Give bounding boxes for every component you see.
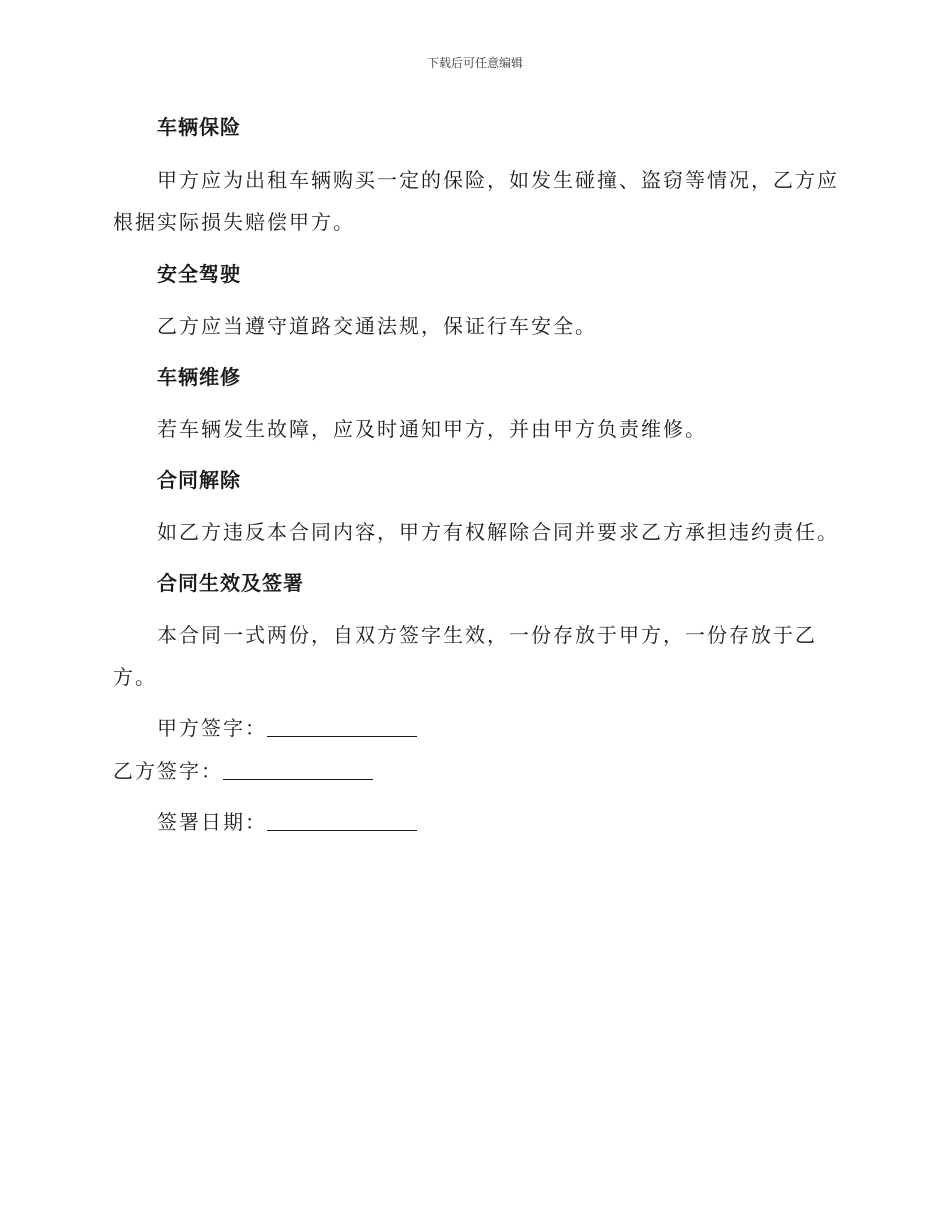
signature-label-party-b: 乙方签字： <box>113 759 223 783</box>
section-text-insurance-line-1: 甲方应为出租车辆购买一定的保险，如发生碰撞、盗窃等情况，乙方应 <box>157 168 839 192</box>
signature-line-party-a <box>157 716 417 740</box>
section-heading-insurance: 车辆保险 <box>157 115 241 139</box>
signature-line-date <box>157 810 417 834</box>
signature-blank-date[interactable] <box>267 812 417 831</box>
section-text-maintenance: 若车辆发生故障，应及时通知甲方，并由甲方负责维修。 <box>157 417 707 441</box>
signature-line-party-b <box>113 759 373 783</box>
section-text-effect-signing-line-1: 本合同一式两份，自双方签字生效，一份存放于甲方，一份存放于乙 <box>157 623 817 647</box>
signature-label-date: 签署日期： <box>157 810 267 834</box>
section-heading-effect-signing: 合同生效及签署 <box>157 571 304 595</box>
page-header: 下载后可任意编辑 <box>426 56 523 70</box>
section-text-insurance-line-2: 根据实际损失赔偿甲方。 <box>113 210 355 234</box>
section-heading-termination: 合同解除 <box>157 468 241 492</box>
section-text-termination: 如乙方违反本合同内容，甲方有权解除合同并要求乙方承担违约责任。 <box>157 520 839 544</box>
section-heading-safe-driving: 安全驾驶 <box>157 262 241 286</box>
section-text-effect-signing-line-2: 方。 <box>113 665 157 689</box>
signature-blank-party-b[interactable] <box>223 761 373 780</box>
section-text-safe-driving: 乙方应当遵守道路交通法规，保证行车安全。 <box>157 314 597 338</box>
signature-blank-party-a[interactable] <box>267 718 417 737</box>
section-heading-maintenance: 车辆维修 <box>157 365 241 389</box>
signature-label-party-a: 甲方签字： <box>157 716 267 740</box>
